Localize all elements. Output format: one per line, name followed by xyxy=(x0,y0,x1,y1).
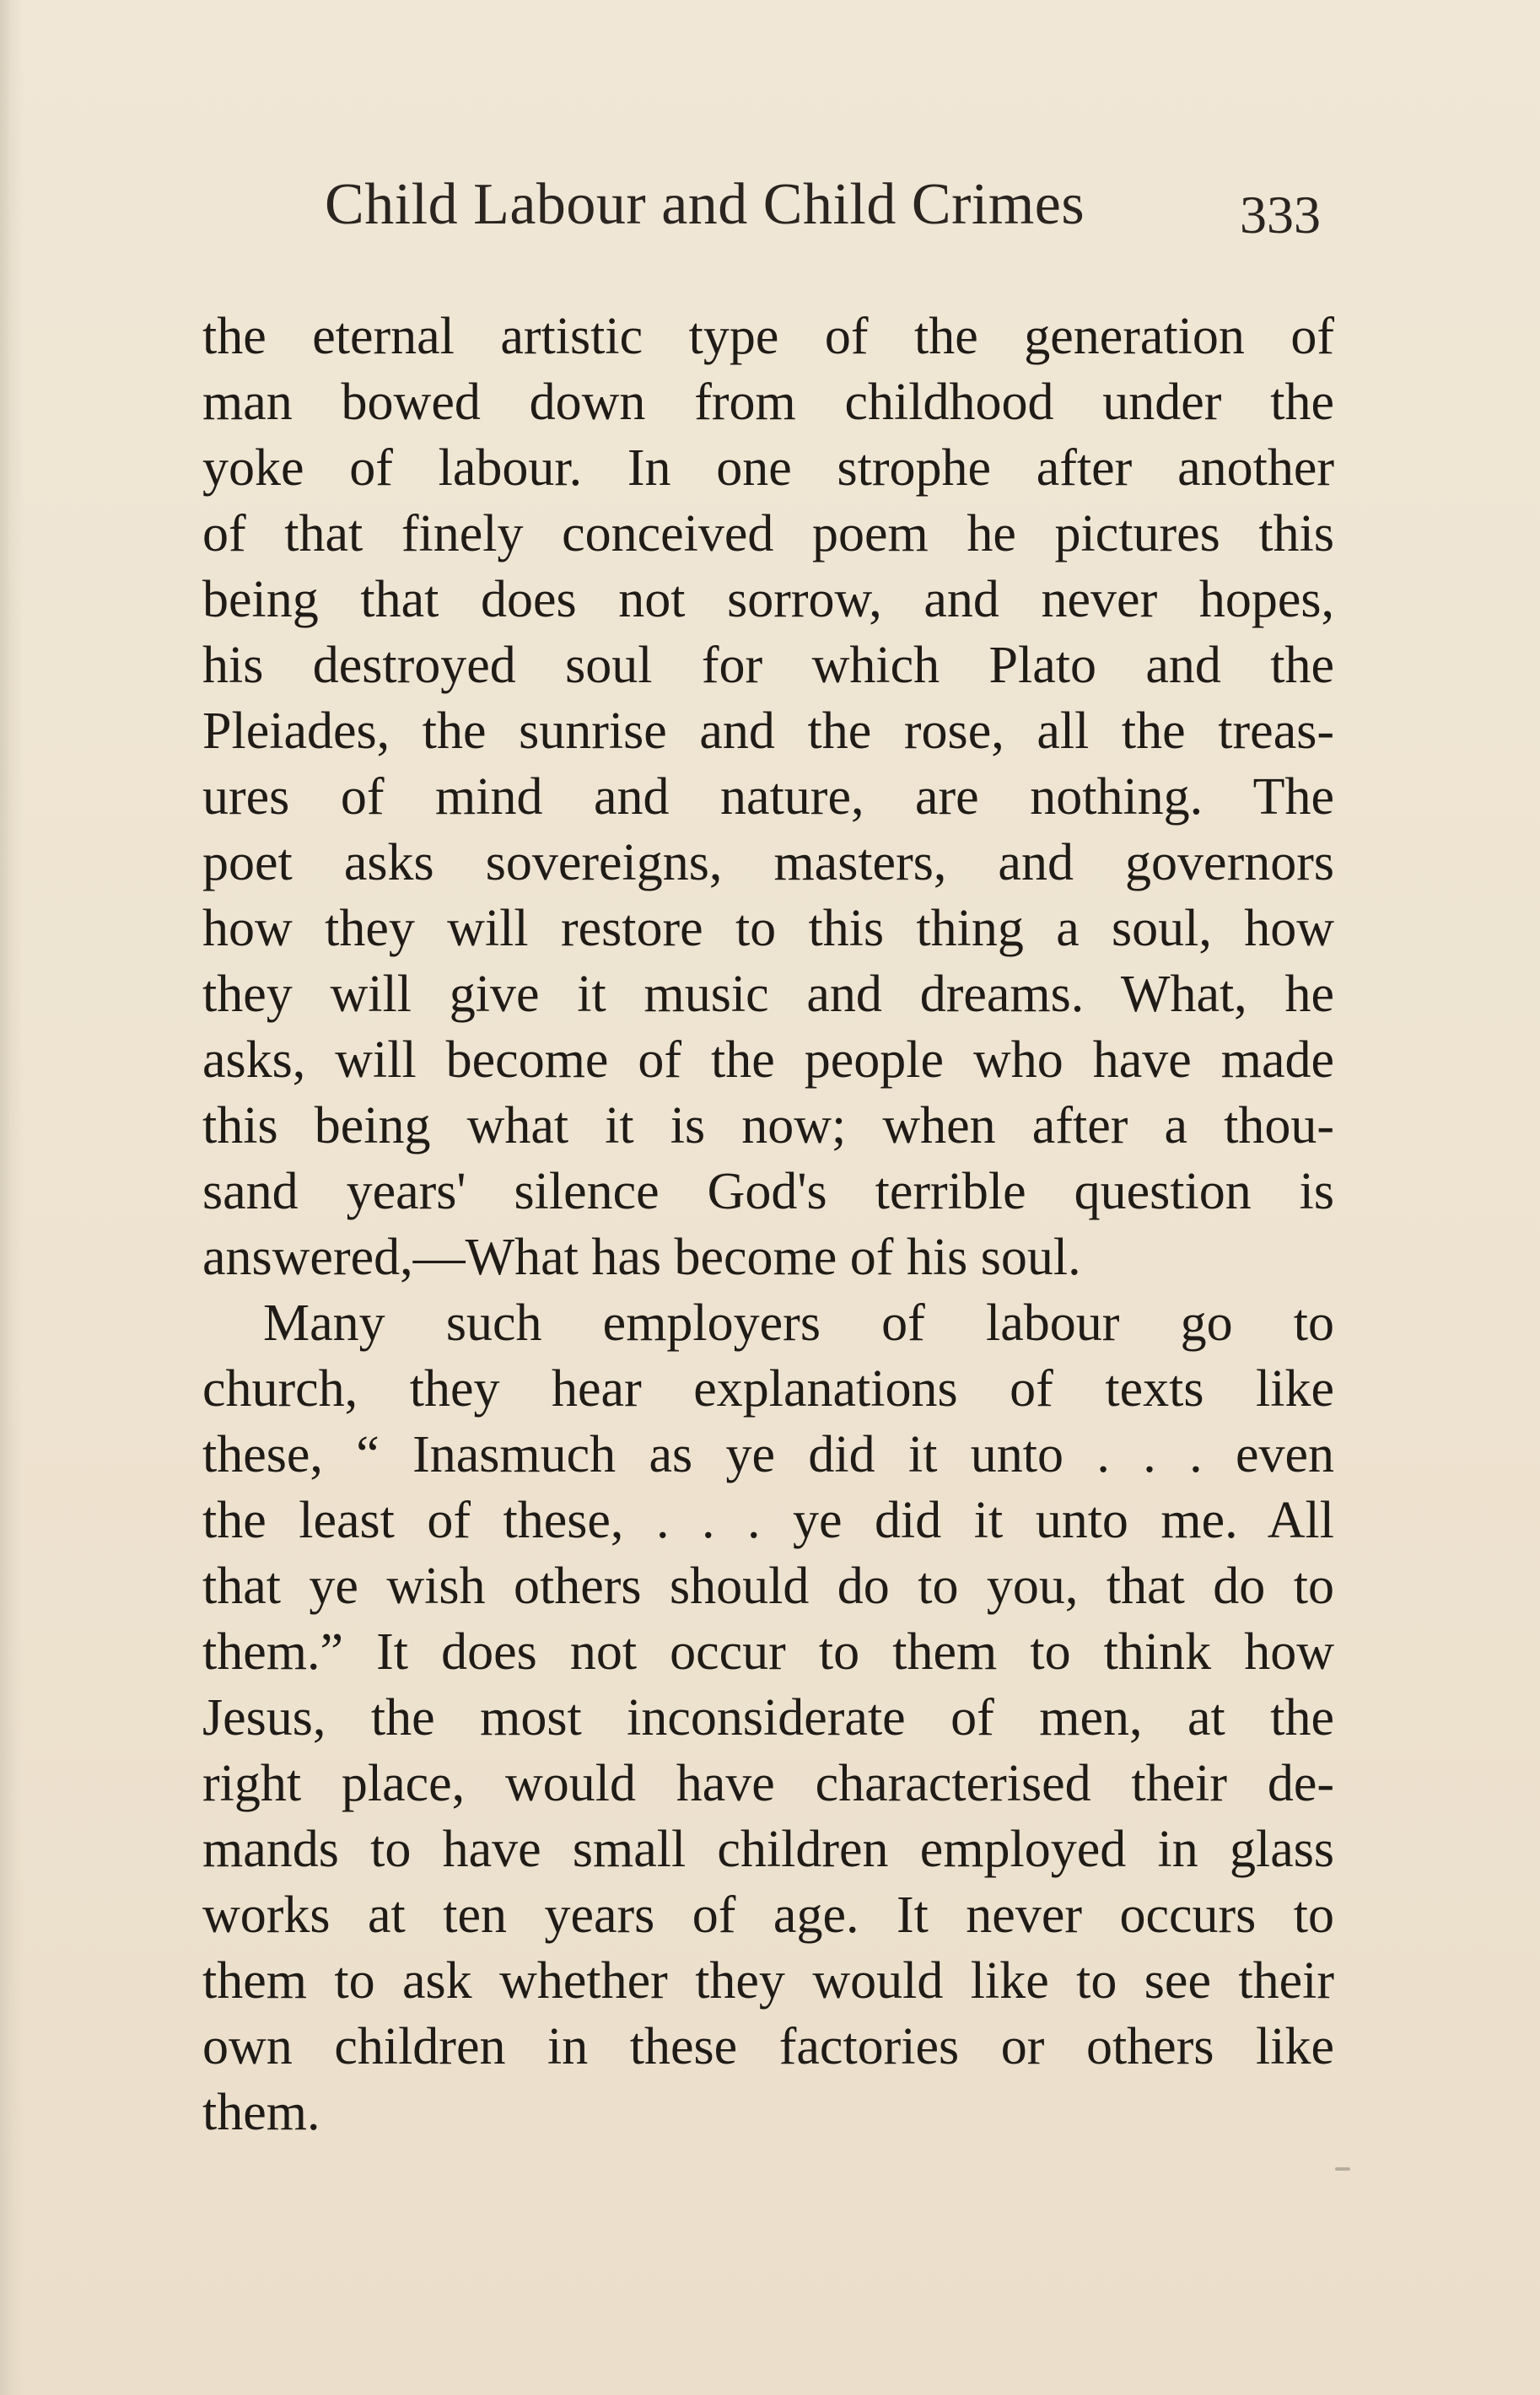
text-line: Pleiades, the sunrise and the rose, all the treas- xyxy=(202,702,1334,760)
text-line: that ye wish others should do to you, that do to xyxy=(202,1558,1334,1615)
text-line: this being what it is now; when after a thou- xyxy=(202,1097,1334,1154)
body-text xyxy=(202,304,1334,2145)
paragraph-2 xyxy=(202,1290,1334,2145)
text-line: them. xyxy=(202,2084,320,2141)
text-line: mands to have small children employed in glass xyxy=(202,1821,1334,1878)
text-line: being that does not sorrow, and never hopes, xyxy=(202,571,1334,628)
text-line: the eternal artistic type of the generation of xyxy=(202,308,1334,365)
text-line: his destroyed soul for which Plato and the xyxy=(202,637,1334,694)
text-line: right place, would have characterised their de- xyxy=(202,1755,1334,1812)
paragraph-1 xyxy=(202,304,1334,1290)
text-line: how they will restore to this thing a soul, how xyxy=(202,900,1334,957)
text-line: asks, will become of the people who have made xyxy=(202,1031,1334,1089)
text-line: Jesus, the most inconsiderate of men, at the xyxy=(202,1689,1334,1746)
text-line: ures of mind and nature, are nothing. The xyxy=(202,768,1334,826)
text-line: the least of these, . . . ye did it unto me. All xyxy=(202,1492,1334,1549)
text-line: poet asks sovereigns, masters, and governors xyxy=(202,834,1334,891)
text-line: Many such employers of labour go to xyxy=(263,1294,1334,1352)
paper-speck xyxy=(1335,2167,1350,2171)
text-line: own children in these factories or others like xyxy=(202,2018,1334,2075)
text-line: these, “ Inasmuch as ye did it unto . . . even xyxy=(202,1426,1334,1483)
text-line: them to ask whether they would like to see their xyxy=(202,1952,1334,2010)
page-header xyxy=(325,167,1328,243)
text-line: answered,—What has become of his soul. xyxy=(202,1229,1081,1286)
text-line: sand years' silence God's terrible question is xyxy=(202,1163,1334,1220)
running-title: Child Labour and Child Crimes xyxy=(325,172,1085,237)
text-line: church, they hear explanations of texts like xyxy=(202,1360,1334,1418)
text-line: they will give it music and dreams. What, he xyxy=(202,966,1334,1023)
text-line: man bowed down from childhood under the xyxy=(202,374,1334,431)
text-line: yoke of labour. In one strophe after another xyxy=(202,439,1334,497)
text-line: them.” It does not occur to them to think how xyxy=(202,1623,1334,1681)
text-line: works at ten years of age. It never occurs to xyxy=(202,1886,1334,1944)
text-line: of that finely conceived poem he pictures this xyxy=(202,505,1334,562)
page-number: 333 xyxy=(1240,185,1321,245)
